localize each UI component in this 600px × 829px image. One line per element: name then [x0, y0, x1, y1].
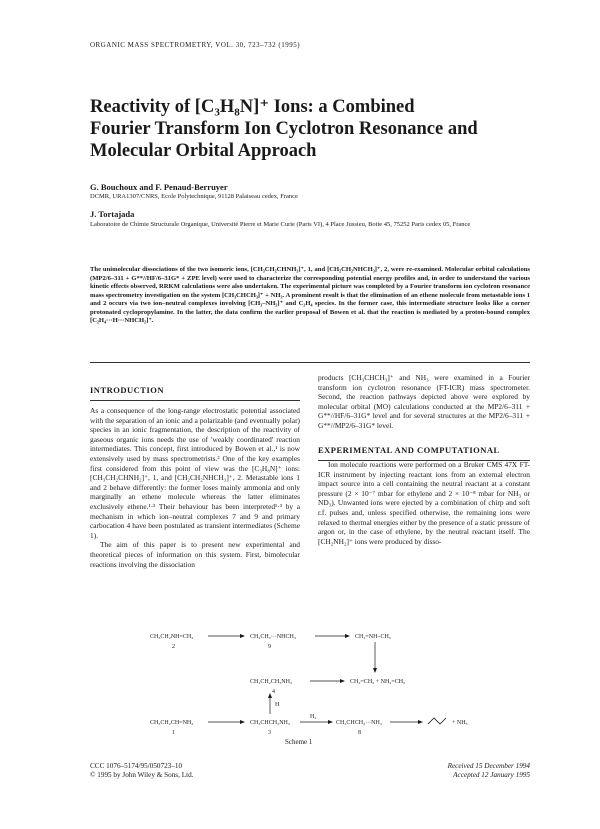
footer-left: [90, 762, 193, 780]
ccc-code: CCC 1076–5174/95/050723–10: [90, 762, 183, 770]
abstract: The unimolecular dissociations of the two isomeric ions, [CH₃CH₂CHNH₂]⁺, 1, and [CH₂CH₂NHCH₃]⁺, 2, were re-examined. Molecular orbital calculations (MP2/6–311 + G**//HF/6–31G* + ZPE level) were used to characterize the corresponding potential energy profiles and, in order to understand the various kinetic effects observed, RRKM calculations were also undertaken. The experimental picture was completed by a Fourier transform ion cyclotron resonance mass spectrometry investigation on the system [CH₃CHCH₃]⁺ + NH₃. A prominent result is that the elimination of an ethene molecule from metastable ions 1 and 2 occurs via two ion–neutral complexes involving [CH₃–NH₂]⁺ and C₂H₄ species. In the former case, this intermediate structure looks like a corner protonated cyclopropylamine. In the latter, the data confirm the earlier proposal of Bowen et al. that the reaction is mediated by a proton-bound complex [C₂H₄···H···NHCH₂]⁺.: [90, 266, 530, 324]
divider-rule: [90, 362, 530, 363]
scheme-caption: Scheme 1: [285, 738, 313, 746]
running-head: ORGANIC MASS SPECTROMETRY, VOL. 30, 723–732 (1995): [90, 41, 301, 49]
affiliation-2: Laboratoire de Chimie Structurale Organique, Université Pierre et Marie Curie (Paris VI), 4 Place Jussieu, Boite 45, 75252 Paris cedex 05, France: [90, 221, 471, 228]
species-1: CH₃CH₂CH=NH₂: [150, 720, 194, 726]
species-2: CH₃CH₂NH=CH₂: [150, 634, 194, 640]
label-9: 9: [268, 644, 271, 650]
copyright: © 1995 by John Wiley & Sons, Ltd.: [90, 771, 194, 779]
intro-paragraph-2: The aim of this paper is to present new experimental and theoretical pieces of information on this system. First, bimolecular reactions involving the dissociation: [90, 540, 300, 569]
label-H-shift: H: [275, 702, 280, 708]
species-mid-products: CH₂=CH₂ + NH₂=CH₂: [350, 679, 406, 685]
arrowhead-4-to-products: [340, 679, 345, 683]
accepted-date: Accepted 12 January 1995: [453, 771, 530, 779]
intro-paragraph-1: As a consequence of the long-range electrostatic potential associated with the separation of an ionic and a polarizable (and eventually polar) species in an ionic fragmentation, the description of the reactivity of gaseous organic ions needs the use of 'weakly coordinated' reaction intermediates. This concept, first introduced by Bowen et al.,¹ is now extensively used by mass spectrometrists.² One of the key examples first considered from this point of view was the [C₃H₈N]⁺ ions: [CH₃CH₂CHNH₂]⁺, 1, and [CH₂CH₂NHCH₃]⁺, 2. Metastable ions 1 and 2 behave differently: the former loses mainly ammonia and only marginally an ethene molecule whereas the latter eliminates exclusively ethene.¹·³ Their behaviour has been interpreted¹·³ by a mechanism in which ion–neutral complexes 7 and 9 and primary carbocation 4 have been postulated as transient intermediates (Scheme 1).: [90, 406, 300, 540]
left-column-text: [90, 406, 300, 569]
affiliation-1: DCMR, URA1307/CNRS, Ecole Polytechnique, 91128 Palaiseau cedex, France: [90, 193, 298, 200]
arrowhead-1-to-3: [240, 720, 245, 724]
title-line-3: Molecular Orbital Approach: [90, 141, 317, 161]
species-right-top: CH₂=NH–CH₃: [355, 634, 391, 640]
exp-paragraph: Ion molecule reactions were performed on a Bruker CMS 47X FT-ICR instrument by injecting reactant ions from an external electron impact source into a cell containing the neutral reactant at a constant pressure (2 × 10⁻⁷ mbar for ethylene and 2 × 10⁻⁸ mbar for NH₃ or ND₃). Unwanted ions were ejected by a combination of chirp and soft r.f. pulses and, unless specified otherwise, the remaining ions were relaxed to thermal energies either by the presence of a static pressure of argon or, in the case of ethylene, by the neutral reactant itself. The [CH₂NH₂]⁺ ions were produced by disso-: [318, 460, 530, 546]
species-4: CH₂CH₂CH₂NH₂: [250, 679, 293, 685]
label-2: 2: [172, 644, 175, 650]
species-final: + NH₃: [452, 720, 468, 726]
arrowhead-8-to-final: [418, 720, 423, 724]
label-1: 1: [172, 730, 175, 736]
label-4: 4: [272, 689, 275, 695]
arrowhead-9-to-complex: [345, 634, 350, 638]
intro-section: [90, 380, 300, 401]
author-names-1: G. Bouchoux and F. Penaud-Berruyer: [90, 182, 228, 192]
exp-heading: EXPERIMENTAL AND COMPUTATIONAL: [318, 445, 500, 455]
species-8: CH₃CHCH₂···NH₃: [336, 720, 382, 726]
label-8: 8: [358, 730, 361, 736]
article-title: [90, 96, 530, 162]
title-line-2: Fourier Transform Ion Cyclotron Resonance and: [90, 119, 478, 139]
author-names-2: J. Tortajada: [90, 209, 135, 219]
received-date: Received 15 December 1994: [447, 762, 530, 770]
label-H2-shift: H₂: [310, 714, 317, 720]
arrowhead-2-to-9: [240, 634, 245, 638]
footer-right: [380, 762, 530, 780]
species-3: CH₃CHCH₂NH₂: [250, 720, 290, 726]
arrowhead-3-to-8: [328, 720, 333, 724]
intro-continuation: products [CH₃CHCH₃]⁺ and NH₃ were examined in a Fourier transform ion cyclotron resonance (FT-ICR) mass spectrometer. Second, the reaction pathways depicted above were explored by molecular orbital (MO) calculations conducted at the MP2/6–311 + G**//HF/6–31G* level and for several structures at the MP2/6–311 + G**//MP2/6–31G* level.: [318, 373, 530, 430]
title-line-1: Reactivity of [C₃H₈N]⁺ Ions: a Combined: [90, 97, 415, 117]
scheme-1-diagram: [150, 628, 510, 736]
label-3: 3: [268, 730, 271, 736]
exp-section: [318, 440, 530, 461]
propene-skeletal-drawing: [428, 718, 446, 724]
right-column-exp: [318, 460, 530, 546]
species-9: CH₂CH₂···NHCH₃: [250, 634, 296, 640]
right-column-top: [318, 373, 530, 431]
intro-heading: INTRODUCTION: [90, 385, 165, 395]
arrowhead-down-right: [373, 668, 377, 673]
